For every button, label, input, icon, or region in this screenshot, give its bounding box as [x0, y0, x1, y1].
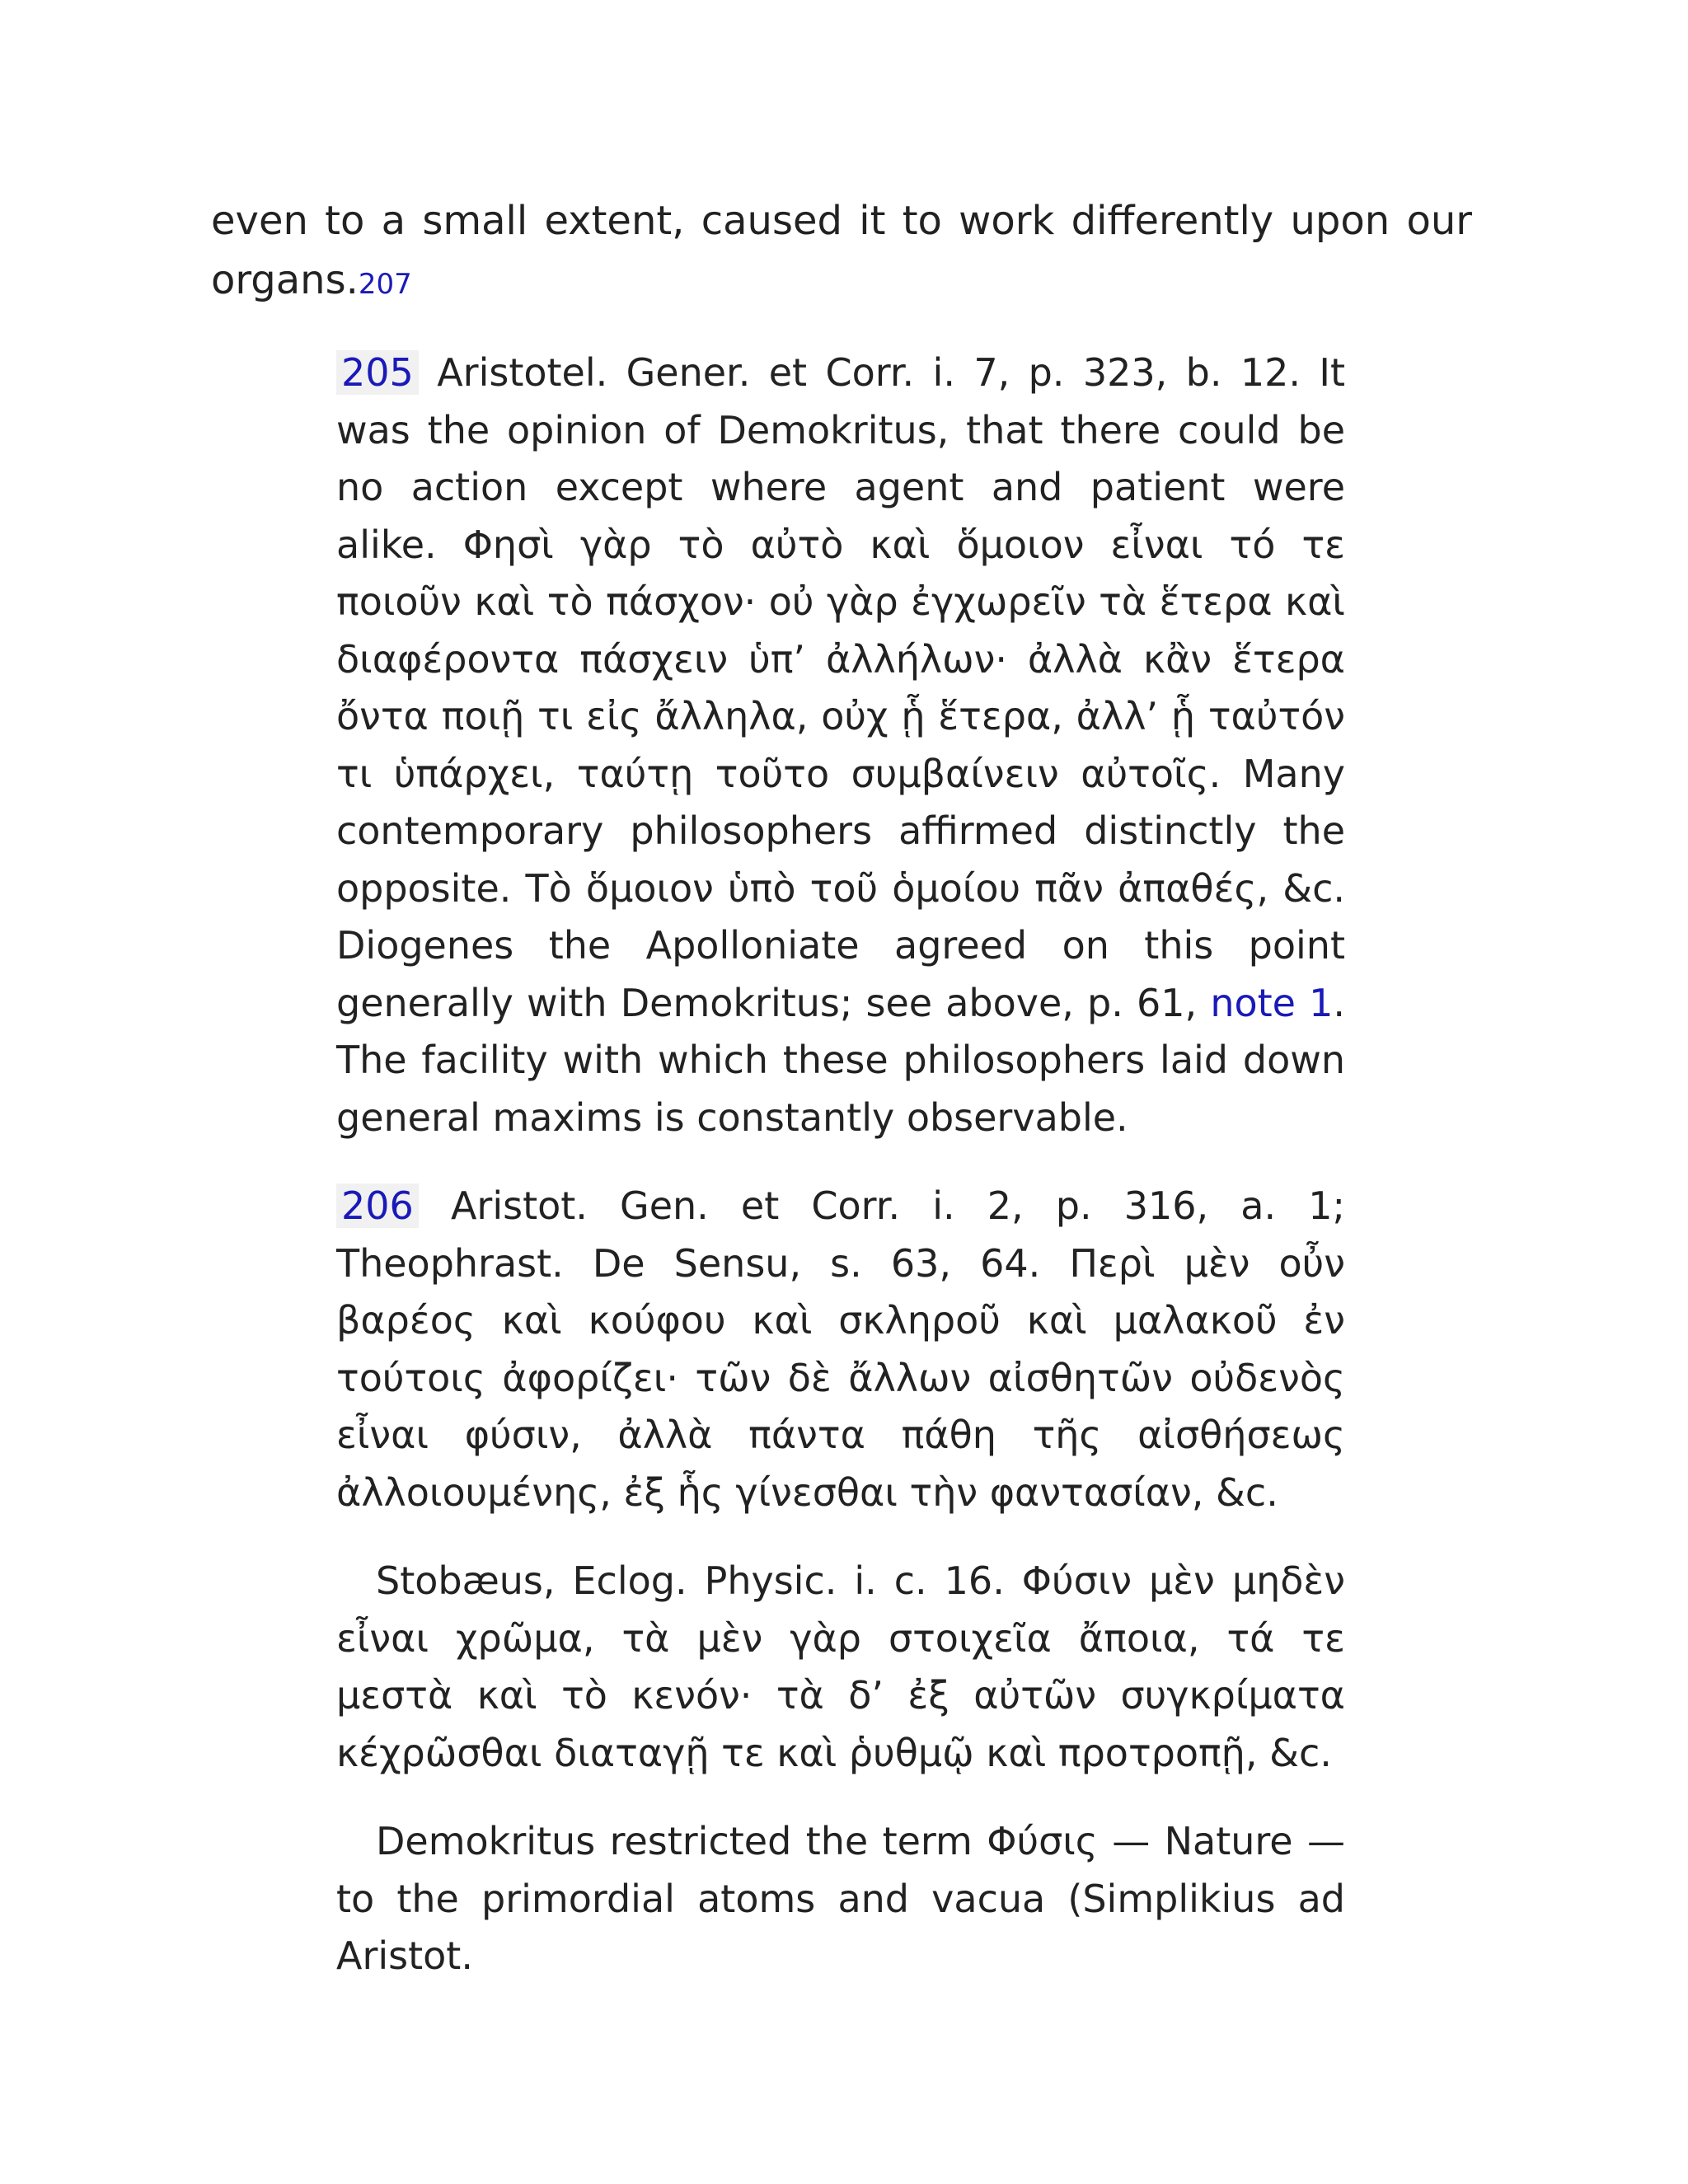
main-paragraph-text: even to a small extent, caused it to work differently upon our organs. [211, 198, 1472, 303]
footnote-205 [336, 344, 1345, 1146]
footnote-text: Stobæus, Eclog. Physic. i. c. 16. Φύσιν μὲν μηδὲν εἶναι χρῶμα, τὰ μὲν γὰρ στοιχεῖα ἄποια, τά τε μεστὰ καὶ τὸ κενόν· τὰ δ’ ἐξ αὐτῶν συγκρίματα κέχρῶσθαι διαταγῇ τε καὶ ῥυθμῷ καὶ προτροπῇ, &c. [336, 1558, 1345, 1775]
footnote-text: Demokritus restricted the term Φύσις — Nature — to the primordial atoms and vacua (Simplikius ad Aristot. [336, 1819, 1345, 1978]
footnote-text: Aristot. Gen. et Corr. i. 2, p. 316, a. 1; Theophrast. De Sensu, s. 63, 64. Περὶ μὲν οὖν βαρέος καὶ κούφου καὶ σκληροῦ καὶ μαλακοῦ ἐν τούτοις ἀφορίζει· τῶν δὲ ἄλλων αἰσθητῶν οὐδενὸς εἶναι φύσιν, ἀλλὰ πάντα πάθη τῆς αἰσθήσεως ἀλλοιουμένης, ἐξ ἧς γίνεσθαι τὴν φαντασίαν, &c. [336, 1183, 1345, 1515]
footnote-text: Aristotel. Gener. et Corr. i. 7, p. 323, b. 12. It was the opinion of Demokritus, that there could be no action except where agent and patient were alike. Φησὶ γὰρ τὸ αὐτὸ καὶ ὅμοιον εἶναι τό τε ποιοῦν καὶ τὸ πάσχον· οὐ γὰρ ἐγχωρεῖν τὰ ἕτερα καὶ διαφέροντα πάσχειν ὑπ’ ἀλλήλων· ἀλλὰ κἂν ἕτερα ὄντα ποιῇ τι εἰς ἄλληλα, οὐχ ᾗ ἕτερα, ἀλλ’ ᾗ ταὐτόν τι ὑπάρχει, ταύτῃ τοῦτο συμβαίνειν αὐτοῖς. Many contemporary philosophers affirmed distinctly the opposite. Τὸ ὅμοιον ὑπὸ τοῦ ὁμοίου πᾶν ἀπαθές, &c. Diogenes the Apolloniate agreed on this point generally with Demokritus; see above, p. 61, [336, 350, 1345, 1025]
footnote-number[interactable]: 205 [336, 350, 419, 395]
footnote-206-paragraph-3 [336, 1813, 1345, 1985]
main-paragraph [211, 191, 1472, 314]
footnote-number[interactable]: 206 [336, 1183, 419, 1228]
footnote-206 [336, 1178, 1345, 1521]
footnotes-block [336, 344, 1345, 1985]
footnote-206-paragraph-2 [336, 1553, 1345, 1782]
footnote-text-continued: . The facility with which these philosophers laid down general maxims is constantly observable. [336, 980, 1345, 1140]
note-1-link[interactable]: note 1 [1210, 980, 1334, 1025]
footnote-ref-207[interactable]: 207 [358, 268, 412, 301]
